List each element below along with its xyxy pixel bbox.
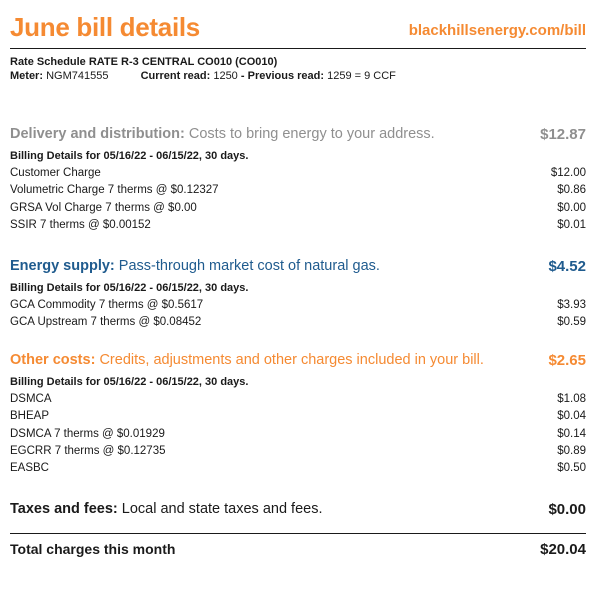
current-read-label: Current read: <box>140 70 211 82</box>
line-item <box>10 182 586 199</box>
line-item <box>10 200 586 217</box>
taxes-amount: $0.00 <box>548 501 586 518</box>
total-charges <box>10 541 586 561</box>
header-divider <box>10 48 586 49</box>
line-item <box>10 297 586 314</box>
page-title: June bill details <box>10 12 200 42</box>
other-billing-period: Billing Details for 05/16/22 - 06/15/22, 30 days. <box>10 376 249 388</box>
line-item-label: GRSA Vol Charge 7 therms @ $0.00 <box>10 201 197 214</box>
rate-schedule: Rate Schedule RATE R-3 CENTRAL CO010 (CO010) <box>10 56 278 68</box>
line-item-value: $0.86 <box>557 184 586 197</box>
other-costs-section <box>10 352 586 477</box>
delivery-name: Delivery and distribution: <box>10 126 185 142</box>
supply-billing-period: Billing Details for 05/16/22 - 06/15/22, 30 days. <box>10 282 249 294</box>
line-item <box>10 408 586 425</box>
supply-name: Energy supply: <box>10 258 115 274</box>
line-item <box>10 165 586 182</box>
line-item-value: $0.04 <box>557 410 586 423</box>
taxes-desc: Local and state taxes and fees. <box>121 501 323 517</box>
total-divider <box>10 533 586 534</box>
total-amount: $20.04 <box>540 541 586 558</box>
line-item-value: $0.01 <box>557 218 586 231</box>
delivery-heading <box>10 126 586 148</box>
line-item-value: $0.14 <box>557 427 586 440</box>
line-item-label: DSMCA 7 therms @ $0.01929 <box>10 427 165 440</box>
line-item-value: $1.08 <box>557 393 586 405</box>
supply-heading <box>10 258 586 280</box>
line-item-label: DSMCA <box>10 393 52 405</box>
line-item-value: $0.59 <box>557 316 586 329</box>
line-item-label: SSIR 7 therms @ $0.00152 <box>10 218 151 231</box>
meter-info: Rate Schedule RATE R-3 CENTRAL CO010 (CO010) Meter: NGM741555 Current read: 1250 - Previous read: 1259 = 9 CCF <box>10 56 396 82</box>
line-item-value: $3.93 <box>557 299 586 311</box>
supply-desc: Pass-through market cost of natural gas. <box>118 258 380 274</box>
current-read-value: 1250 <box>213 70 238 82</box>
delivery-section <box>10 126 586 234</box>
line-item-label: EGCRR 7 therms @ $0.12735 <box>10 444 166 457</box>
supply-amount: $4.52 <box>548 258 586 275</box>
delivery-amount: $12.87 <box>540 126 586 143</box>
other-heading <box>10 352 586 374</box>
line-item <box>10 460 586 477</box>
line-item-label: Volumetric Charge 7 therms @ $0.12327 <box>10 184 219 197</box>
line-item <box>10 391 586 408</box>
line-item-label: BHEAP <box>10 410 49 423</box>
delivery-desc: Costs to bring energy to your address. <box>188 126 435 142</box>
delivery-billing-period: Billing Details for 05/16/22 - 06/15/22, 30 days. <box>10 150 249 162</box>
bill-header <box>10 12 586 48</box>
taxes-heading <box>10 501 586 523</box>
taxes-name: Taxes and fees: <box>10 501 118 517</box>
line-item <box>10 217 586 234</box>
line-item-label: Customer Charge <box>10 167 101 179</box>
meter-label: Meter: <box>10 70 44 82</box>
line-item <box>10 314 586 331</box>
line-item-label: GCA Commodity 7 therms @ $0.5617 <box>10 299 204 311</box>
line-item <box>10 426 586 443</box>
line-item <box>10 443 586 460</box>
line-item-value: $12.00 <box>550 167 586 179</box>
other-name: Other costs: <box>10 352 96 368</box>
website-link[interactable]: blackhillsenergy.com/bill <box>408 22 586 39</box>
line-item-value: $0.89 <box>557 444 586 457</box>
other-amount: $2.65 <box>548 352 586 369</box>
meter-value: NGM741555 <box>46 70 109 82</box>
previous-read-label: Previous read: <box>247 70 325 82</box>
taxes-section <box>10 501 586 523</box>
line-item-value: $0.00 <box>557 201 586 214</box>
previous-read-value: 1259 = 9 CCF <box>327 70 396 82</box>
line-item-label: GCA Upstream 7 therms @ $0.08452 <box>10 316 202 329</box>
other-desc: Credits, adjustments and other charges included in your bill. <box>99 352 484 368</box>
supply-section <box>10 258 586 332</box>
total-label: Total charges this month <box>10 541 176 557</box>
line-item-label: EASBC <box>10 462 49 475</box>
line-item-value: $0.50 <box>557 462 586 475</box>
